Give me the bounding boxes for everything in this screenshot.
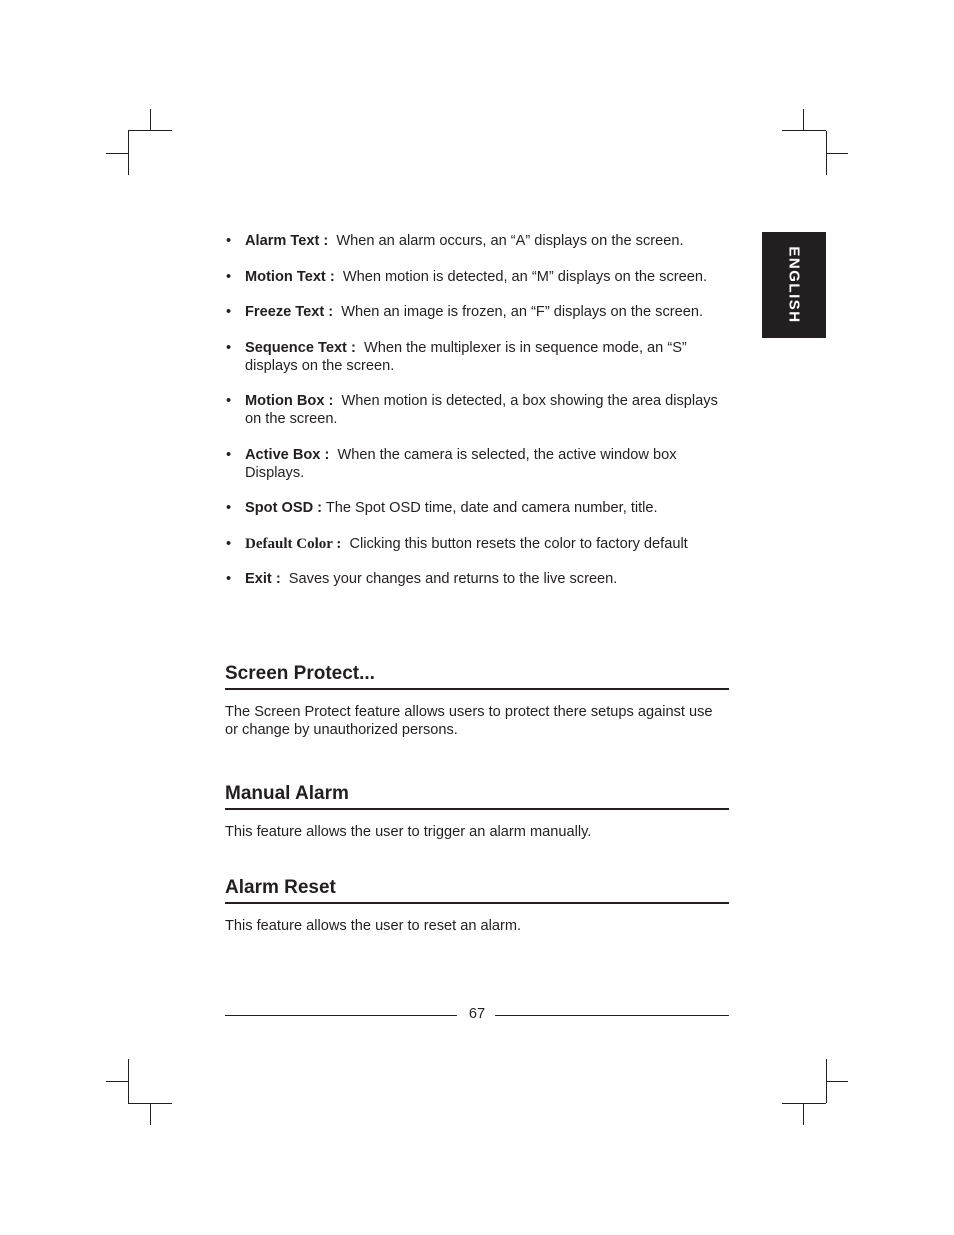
item-term: Exit :	[245, 571, 281, 587]
item-description: The Spot OSD time, date and camera number, title.	[325, 500, 658, 516]
item-description: Clicking this button resets the color to factory default	[349, 535, 688, 552]
section-body: This feature allows the user to trigger an alarm manually.	[225, 824, 592, 840]
crop-mark	[150, 109, 151, 131]
crop-mark	[128, 1059, 129, 1103]
list-item	[225, 499, 729, 517]
item-term: Sequence Text :	[245, 339, 356, 356]
crop-mark	[150, 1103, 151, 1125]
crop-mark	[106, 1081, 128, 1082]
list-item	[225, 535, 729, 553]
item-description: When an alarm occurs, an “A” displays on the screen.	[336, 233, 684, 249]
crop-mark	[782, 1103, 826, 1104]
section-screen-protect	[225, 662, 729, 739]
crop-mark	[128, 130, 172, 131]
page-number: 67	[468, 1006, 486, 1022]
crop-mark	[128, 131, 129, 175]
item-description: When the multiplexer is in sequence mode, an “S” displays on the screen.	[245, 339, 687, 374]
list-item	[225, 392, 729, 428]
item-term: Default Color :	[245, 535, 342, 552]
feature-list	[225, 232, 729, 588]
item-term: Active Box :	[245, 446, 330, 463]
item-description: When the camera is selected, the active window box Displays.	[245, 446, 677, 481]
list-item	[225, 303, 729, 321]
language-tab-label: ENGLISH	[785, 246, 803, 324]
section-body: This feature allows the user to reset an alarm.	[225, 918, 522, 934]
feature-list-container	[225, 232, 729, 606]
item-term: Motion Box :	[245, 393, 334, 409]
item-term: Freeze Text :	[245, 304, 334, 320]
item-term: Spot OSD :	[245, 500, 323, 516]
item-description: When motion is detected, an “M” displays on the screen.	[342, 268, 708, 285]
crop-mark	[826, 1081, 848, 1082]
crop-mark	[106, 153, 128, 154]
section-heading: Screen Protect...	[225, 662, 729, 690]
item-description: When an image is frozen, an “F” displays on the screen.	[341, 304, 704, 320]
crop-mark	[826, 153, 848, 154]
page-footer	[225, 1005, 729, 1025]
footer-rule-right	[495, 1015, 729, 1016]
item-term: Motion Text :	[245, 268, 335, 285]
list-item	[225, 339, 729, 375]
list-item	[225, 446, 729, 482]
section-alarm-reset	[225, 876, 729, 936]
item-description: When motion is detected, a box showing the area displays on the screen.	[245, 393, 718, 427]
crop-mark	[803, 109, 804, 131]
item-description: Saves your changes and returns to the live screen.	[288, 571, 618, 587]
section-body: The Screen Protect feature allows users to protect there setups against use or change by unauthorized persons.	[225, 704, 713, 738]
list-item	[225, 268, 729, 286]
list-item	[225, 570, 729, 588]
crop-mark	[826, 1059, 827, 1103]
section-heading: Manual Alarm	[225, 782, 729, 810]
section-heading: Alarm Reset	[225, 876, 729, 904]
list-item	[225, 232, 729, 250]
section-manual-alarm	[225, 782, 729, 842]
item-term: Alarm Text :	[245, 233, 329, 249]
crop-mark	[803, 1103, 804, 1125]
language-tab	[762, 232, 826, 338]
crop-mark	[782, 130, 826, 131]
